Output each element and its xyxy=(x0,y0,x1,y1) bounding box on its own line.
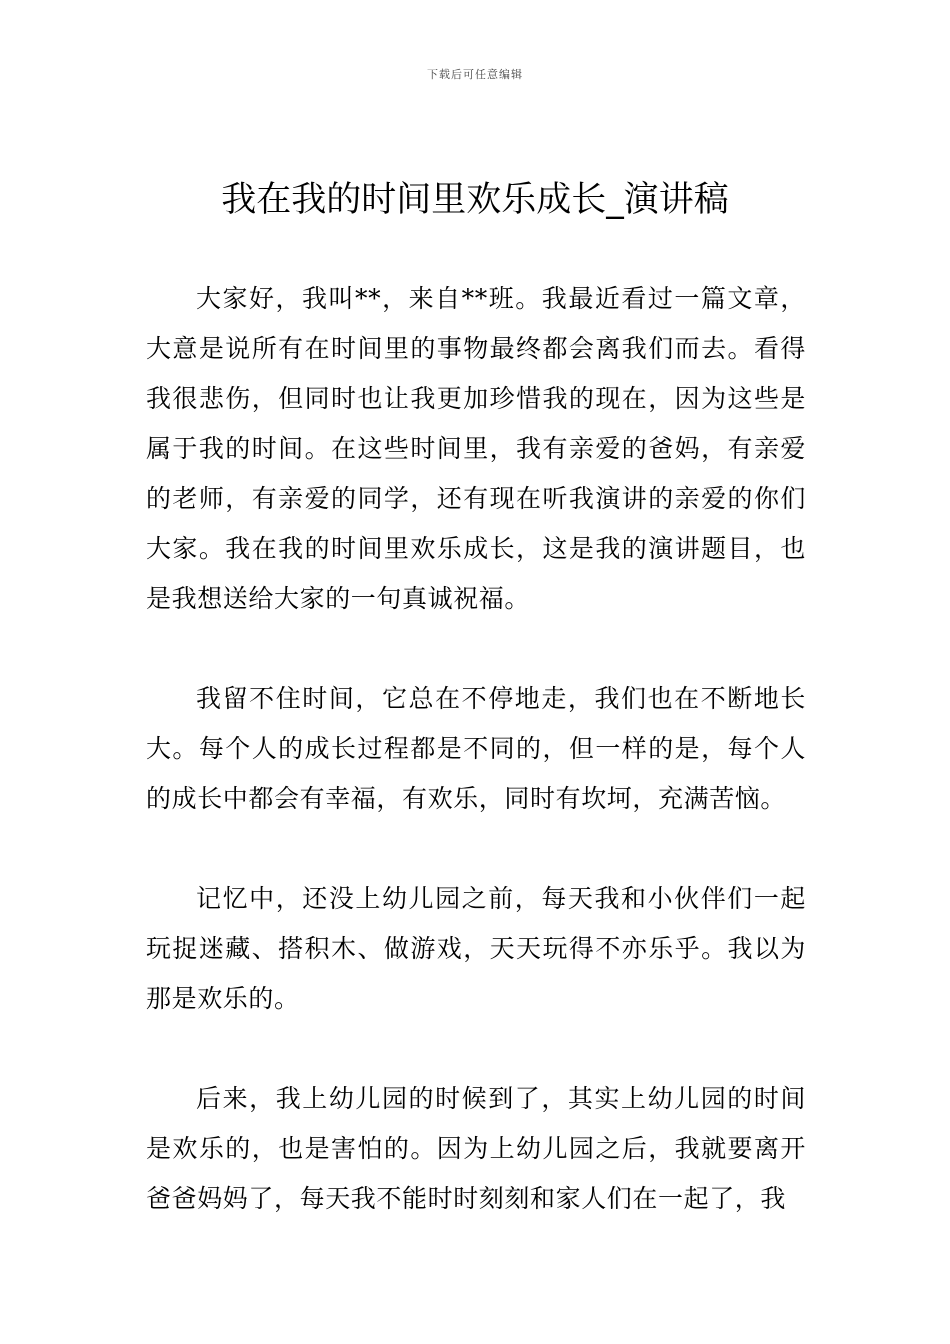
paragraph-3: 记忆中，还没上幼儿园之前，每天我和小伙伴们一起玩捉迷藏、搭积木、做游戏，天天玩得不亦乐乎。我以为那是欢乐的。 xyxy=(146,884,806,1013)
document-title: 我在我的时间里欢乐成长_演讲稿 xyxy=(221,180,729,220)
paragraph-1: 大家好，我叫**，来自**班。我最近看过一篇文章，大意是说所有在时间里的事物最终都会离我们而去。看得我很悲伤，但同时也让我更加珍惜我的现在，因为这些是属于我的时间。在这些时间里，我有亲爱的爸妈，有亲爱的老师，有亲爱的同学，还有现在听我演讲的亲爱的你们大家。我在我的时间里欢乐成长，这是我的演讲题目，也是我想送给大家的一句真诚祝福。 xyxy=(146,284,806,613)
document-body xyxy=(146,274,806,1274)
paragraph-4: 后来，我上幼儿园的时候到了，其实上幼儿园的时间是欢乐的，也是害怕的。因为上幼儿园之后，我就要离开爸爸妈妈了，每天我不能时时刻刻和家人们在一起了，我 xyxy=(146,1084,806,1213)
header-note: 下载后可任意编辑 xyxy=(427,68,523,81)
paragraph-2: 我留不住时间，它总在不停地走，我们也在不断地长大。每个人的成长过程都是不同的，但一样的是，每个人的成长中都会有幸福，有欢乐，同时有坎坷，充满苦恼。 xyxy=(146,684,806,813)
